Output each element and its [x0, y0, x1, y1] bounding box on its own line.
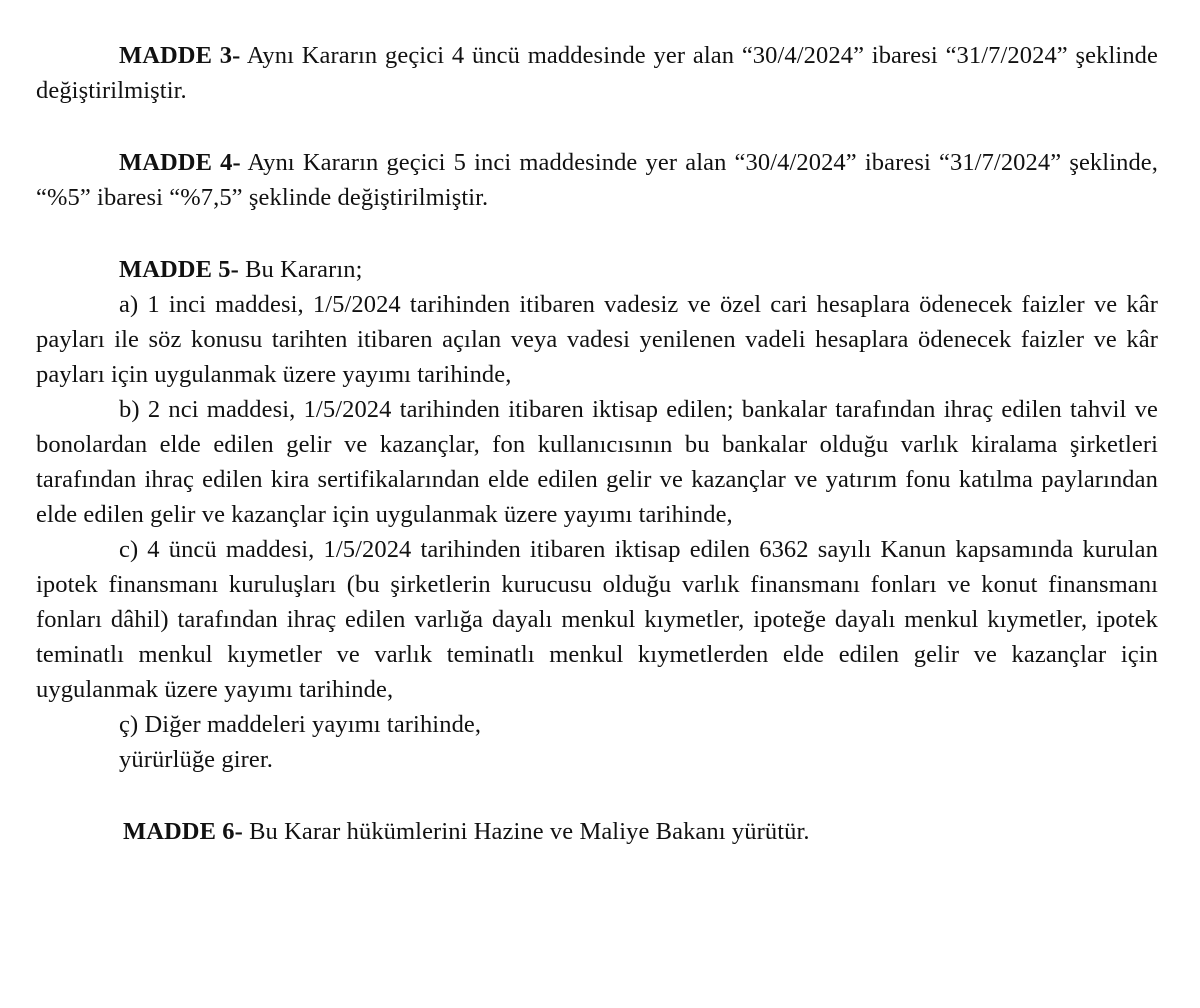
article-5-item-a: a) 1 inci maddesi, 1/5/2024 tarihinden itibaren vadesiz ve özel cari hesaplara ödenecek faizler ve kâr payları ile söz konusu tarihten itibaren açılan veya vadesi yenilenen vadeli hesaplara ödenecek faizler ve kâr payları için uygulanmak üzere yayımı tarihinde, — [36, 291, 1158, 388]
article-3-label: MADDE 3- — [119, 42, 241, 69]
spacer — [36, 215, 1158, 252]
article-3-text: Aynı Kararın geçici 4 üncü maddesinde yer alan “30/4/2024” ibaresi “31/7/2024” şeklinde değiştirilmiştir. — [36, 42, 1158, 104]
article-6 — [36, 814, 1158, 849]
article-5-item-c: c) 4 üncü maddesi, 1/5/2024 tarihinden itibaren iktisap edilen 6362 sayılı Kanun kapsamında kurulan ipotek finansmanı kuruluşları (bu şirketlerin kurucusu olduğu varlık finansmanı fonları ve konut finansmanı fonları dâhil) tarafından ihraç edilen varlığa dayalı menkul kıymetler, ipoteğe dayalı menkul kıymetler, ipotek teminatlı menkul kıymetler ve varlık teminatlı menkul kıymetlerden elde edilen gelir ve kazançlar için uygulanmak üzere yayımı tarihinde, — [36, 536, 1158, 703]
article-4-label: MADDE 4- — [119, 149, 241, 176]
article-5-closing: yürürlüğe girer. — [119, 746, 273, 773]
document-page — [36, 38, 1158, 849]
article-4-text: Aynı Kararın geçici 5 inci maddesinde yer alan “30/4/2024” ibaresi “31/7/2024” şeklinde, “%5” ibaresi “%7,5” şeklinde değiştirilmiştir. — [36, 149, 1158, 211]
article-5-heading — [36, 252, 1158, 287]
article-4 — [36, 145, 1158, 215]
spacer — [36, 108, 1158, 145]
article-5-item-c-cedilla: ç) Diğer maddeleri yayımı tarihinde, — [119, 711, 482, 738]
article-5-intro: Bu Kararın; — [238, 256, 363, 283]
article-5-item-b: b) 2 nci maddesi, 1/5/2024 tarihinden itibaren iktisap edilen; bankalar tarafından ihraç edilen tahvil ve bonolardan elde edilen gelir ve kazançlar, fon kullanıcısının bu bankalar olduğu varlık kiralama şirketleri tarafından ihraç edilen kira sertifikalarından elde edilen gelir ve kazançlar ve yatırım fonu katılma paylarından elde edilen gelir ve kazançlar için uygulanmak üzere yayımı tarihinde, — [36, 396, 1158, 528]
article-6-text: Bu Karar hükümlerini Hazine ve Maliye Bakanı yürütür. — [242, 818, 810, 845]
article-3 — [36, 38, 1158, 108]
spacer — [36, 777, 1158, 814]
article-6-label: MADDE 6- — [123, 818, 243, 845]
article-5-label: MADDE 5- — [119, 256, 239, 283]
